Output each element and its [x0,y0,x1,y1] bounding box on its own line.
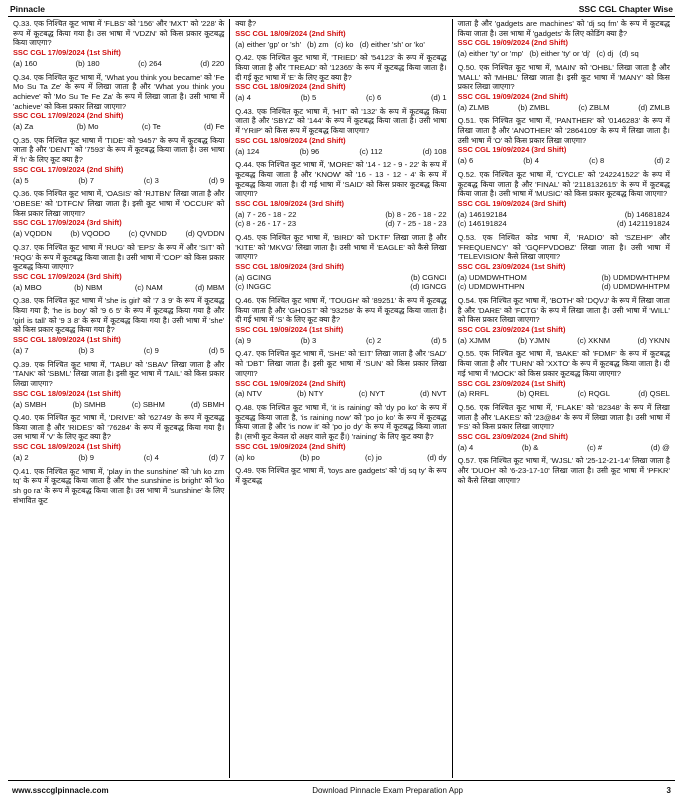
option-a[interactable]: (a) VQDDN [13,229,52,239]
question-text: Q.49. एक निश्चित कूट भाषा में, 'toys are gadgets' को 'dj sq ty' के रूप में कूटबद्ध [235,466,447,485]
question-item [458,403,670,453]
question-options [458,103,670,112]
question-source: SSC CGL 23/09/2024 (2nd Shift) [457,432,568,442]
option-b[interactable]: (b) 9 [78,453,94,463]
option-b[interactable]: (b) Mo [76,122,99,132]
question-item [458,296,670,346]
question-item [458,233,670,292]
option-d[interactable]: (d) sq [619,49,639,59]
question-text: Q.42. एक निश्चित कूट भाषा में, 'TRIED' को '54123' के रूप में कूटबद्ध किया जाता है और 'TREAD' को '12365' के रूप में कूटबद्ध किया जाता है। दी गई कूट भाषा में 'E' के लिए कूट क्या है? [235,53,447,82]
question-item [458,456,670,485]
question-source: SSC CGL 23/09/2024 (1st Shift) [457,261,566,271]
question-options [235,273,446,282]
option-d[interactable]: (d) QSEL [638,389,670,399]
option-b[interactable]: (b) 96 [299,146,320,156]
question-item [458,63,670,113]
question-item [458,349,670,399]
option-d[interactable]: (d) NVT [419,389,447,399]
question-source: SSC CGL 18/09/2024 (1st Shift) [13,388,121,398]
question-text: Q.33. एक निश्चित कूट भाषा में 'FLBS' को '156' और 'MXT' को '228' के रूप में कूटबद्ध किया गया है। उस भाषा में 'VDZN' को किस प्रकार कूटबद्ध किया जाएगा? [13,19,225,48]
option-d[interactable]: (d) either 'sh' or 'ko' [359,39,425,49]
option-a[interactable]: (a) 7 - 26 - 18 - 22 [235,209,297,219]
question-item [235,19,446,49]
option-b[interactable]: (b) NTY [297,389,324,399]
question-item [458,19,670,59]
question-text: Q.48. एक निश्चित कूट भाषा में, 'it is raining' को 'dy po ko' के रूप में कूटबद्ध किया जाता है, 'is raining now' को 'po jo ko' के रूप में कूटबद्ध किया जाता है और 'is now it' को 'po jo dy' के रूप में कूटबद्ध किया जाता है। (सभी कूट केवल दो अक्षर वाले कूट हैं।) 'raining' के लिए कूट क्या है? [235,402,447,442]
option-d[interactable]: (d) 5 [430,335,447,345]
option-d[interactable]: (d) IGNCG [410,282,447,292]
question-source: SSC CGL 17/09/2024 (2nd Shift) [13,164,124,174]
question-text: Q.34. एक निश्चित कूट भाषा में, 'What you think you became' को 'Fe Mo Su Ta Ze' के रूप में लिखा जाता है और 'What you think you achieve' को 'Mo Su Te Fe Za' के रूप में लिखा जाता है। उसी भाषा में 'achieve' को किस प्रकार लिखा जाएगा? [13,72,225,111]
option-c[interactable]: (c) 4 [143,453,159,463]
option-c[interactable]: (c) NAM [134,282,163,292]
question-item [13,73,224,132]
question-item [235,349,446,399]
option-d[interactable]: (d) 1 [430,93,447,103]
question-source: SSC CGL 18/09/2024 (1st Shift) [13,442,121,452]
question-options [13,122,224,131]
question-text: Q.46. एक निश्चित कूट भाषा में, 'TOUGH' को '89251' के रूप में कूटबद्ध किया जाता है और 'GHOST' को '93258' के रूप में कूटबद्ध किया जाता है। दी गई भाषा में 'S' के लिए कूट क्या है? [235,295,447,325]
option-a[interactable]: (a) 9 [235,335,251,345]
question-options [458,210,670,219]
option-c[interactable]: (c) Te [141,122,161,132]
option-d[interactable]: (d) UDMDWHHTPM [601,282,670,292]
question-source: SSC CGL 19/09/2024 (2nd Shift) [235,378,346,388]
option-c[interactable]: (c) QVNDD [128,229,167,239]
option-c[interactable]: (c) XKNM [577,335,611,345]
question-options [13,453,224,462]
question-options [458,336,670,345]
option-c[interactable]: (c) UDMDWHTHPN [457,282,525,292]
question-text: जाता है और 'gadgets are machines' को 'dj sq fm' के रूप में कूटबद्ध किया जाता है। उस भाषा में 'gadgets' के लिए कोडिंग क्या है? [457,19,670,38]
question-options [458,49,670,58]
question-options [13,346,224,355]
question-options [13,59,224,68]
option-d[interactable]: (d) 7 - 25 - 18 - 23 [385,219,447,229]
question-item [458,116,670,166]
question-options [458,443,670,452]
option-b[interactable]: (b) either 'ty' or 'dj' [529,49,591,59]
question-text: Q.50. एक निश्चित कूट भाषा में, 'MAIN' को 'OHBL' लिखा जाता है और 'MALL' को 'MHBL' लिखा जाता है। इसी कूट भाषा में 'MANY' को किस प्रकार लिखा जाएगा? [457,62,670,92]
question-item [13,296,224,355]
question-item [13,413,224,463]
option-c[interactable]: (c) 8 [589,156,605,166]
option-b[interactable]: (b) UDMDWHTHPM [601,272,670,282]
question-source: SSC CGL 18/09/2024 (1st Shift) [13,335,121,345]
question-text: Q.37. एक निश्चित कूट भाषा में 'RUG' को 'EPS' के रूप में और 'SIT' को 'RQG' के रूप में कूटबद्ध किया जाता है। उसी भाषा में 'COP' को किस प्रकार कूटबद्ध किया जाएगा? [13,242,225,272]
question-source: SSC CGL 18/09/2024 (3rd Shift) [235,261,345,271]
option-b[interactable]: (b) 180 [75,59,100,69]
question-text: Q.45. एक निश्चित कूट भाषा में, 'BIRD' को 'DKTF' लिखा जाता है और 'KITE' को 'MKVG' लिखा जाता है। उसी भाषा में 'EAGLE' को कैसे लिखा जाएगा? [235,232,447,262]
question-options [458,156,670,165]
option-d[interactable]: (d) SBMH [190,399,225,409]
question-item [235,53,446,103]
option-d[interactable]: (d) ZMLB [638,102,670,112]
option-a[interactable]: (a) 146192184 [457,209,507,219]
option-a[interactable]: (a) Za [13,122,34,132]
option-a[interactable]: (a) XJMM [457,335,491,345]
option-c[interactable]: (c) NYT [358,389,385,399]
question-item [235,107,446,157]
option-c[interactable]: (c) SBHM [131,399,165,409]
question-source: SSC CGL 19/09/2024 (3rd Shift) [457,145,567,155]
option-d[interactable]: (d) 108 [422,146,447,156]
option-d[interactable]: (d) Fe [204,122,225,132]
option-d[interactable]: (d) dy [427,452,447,462]
option-a[interactable]: (a) ko [235,452,255,462]
option-d[interactable]: (d) 1421191824 [616,219,670,229]
question-source: SSC CGL 17/09/2024 (3rd Shift) [13,218,122,228]
question-options [458,273,670,282]
question-text: Q.43. एक निश्चित कूट भाषा में, 'HIT' को '132' के रूप में कूटबद्ध किया जाता है और 'SBYZ' को '144' के रूप में कूटबद्ध किया जाता है। उसी भाषा में 'YRIP' को किस रूप में कूटबद्ध किया जाएगा? [235,106,447,136]
option-b[interactable]: (b) 8 - 26 - 18 - 22 [385,209,447,219]
question-options [235,336,446,345]
website-link[interactable]: www.ssccglpinnacle.com [12,786,109,795]
question-options [458,389,670,398]
option-a[interactable]: (a) ZLMB [457,102,490,112]
option-a[interactable]: (a) either 'ty' or 'mp' [457,49,524,59]
option-c[interactable]: (c) # [586,442,603,452]
question-options [235,389,446,398]
question-item [13,243,224,293]
question-source: SSC CGL 23/09/2024 (1st Shift) [457,378,566,388]
question-source: SSC CGL 19/09/2024 (2nd Shift) [235,441,346,451]
question-options [235,210,446,219]
option-a[interactable]: (a) 124 [235,146,260,156]
option-c[interactable]: (c) dj [596,49,614,59]
option-c[interactable]: (c) 8 - 26 - 17 - 23 [235,219,297,229]
option-d[interactable]: (d) 2 [654,156,670,166]
question-text: Q.36. एक निश्चित कूट भाषा में, 'OASIS' को 'RJTBN' लिखा जाता है और 'OBESE' को 'DTFCN' लिखा जाता है। इसी कूट भाषा में 'OCCUR' को किस प्रकार लिखा जाएगा? [13,189,225,218]
option-c[interactable]: (c) 6 [366,93,382,103]
option-c[interactable]: (c) 3 [143,175,159,185]
question-item [13,360,224,410]
question-text: Q.57. एक निश्चित कूट भाषा में, 'WJSL' को '25-12-21-14' लिखा जाता है और 'DUOH' को '6-23-17-10' लिखा जाता है। उसी कूट भाषा में 'PFKR' को कैसे लिखा जाएगा? [457,456,670,485]
option-b[interactable]: (b) NBM [74,282,103,292]
question-text: Q.47. एक निश्चित कूट भाषा में, 'SHE' को 'EIT' लिखा जाता है और 'SAD' को 'DBT' लिखा जाता है। इसी कूट भाषा में 'SUN' को किस प्रकार लिखा जाएगा? [235,349,447,378]
question-options [13,229,224,238]
option-b[interactable]: (b) 3 [300,335,317,345]
option-a[interactable]: (a) 7 [13,346,29,356]
question-options [235,453,446,462]
option-b[interactable]: (b) VQODO [70,229,111,239]
question-item [235,296,446,346]
question-text: Q.55. एक निश्चित कूट भाषा में, 'BAKE' को 'FDMF' के रूप में कूटबद्ध किया जाता है और 'TURN' को 'XXTO' के रूप में कूटबद्ध किया जाता है। दी गई भाषा में 'MOCK' को किस प्रकार कूटबद्ध किया जाएगा? [457,349,670,378]
column-2 [230,19,452,778]
option-a[interactable]: (a) RRFL [457,389,489,399]
question-text: Q.54. एक निश्चित कूट भाषा में, 'BOTH' को 'DQVJ' के रूप में लिखा जाता है और 'DARE' को 'FCTG' के रूप में लिखा जाता है। उसी भाषा में 'WILL' को किस प्रकार लिखा जाएगा? [457,295,670,325]
question-source: SSC CGL 17/09/2024 (1st Shift) [13,48,121,58]
question-text: Q.53. एक निश्चित कोड भाषा में, 'RADIO' को 'SZEHP' और 'FREQUENCY' को 'GQFPVDOBZ' लिखा जाता है। उसी भाषा में 'TELEVISION' कैसे लिखा जाएगा? [457,232,670,262]
option-a[interactable]: (a) 4 [457,442,474,452]
option-b[interactable]: (b) SMHB [72,399,106,409]
option-c[interactable]: (c) 2 [366,335,382,345]
page-header [8,4,675,17]
option-a[interactable]: (a) UDMDWHTHOM [457,272,527,282]
question-text: Q.40. एक निश्चित कूट भाषा में, 'DRIVE' को '62749' के रूप में कूटबद्ध किया जाता है और 'RIDES' को '76284' के रूप में कूटबद्ध किया गया है। उस भाषा में 'V' के लिए कूट क्या है? [13,413,225,442]
question-source: SSC CGL 18/09/2024 (3rd Shift) [235,198,345,208]
option-b[interactable]: (b) 4 [523,156,539,166]
question-options [13,400,224,409]
option-d[interactable]: (d) @ [650,442,670,452]
question-source: SSC CGL 23/09/2024 (1st Shift) [457,324,566,334]
question-source: SSC CGL 19/09/2024 (2nd Shift) [457,91,568,101]
option-a[interactable]: (a) NTV [235,389,262,399]
question-item [235,160,446,229]
question-text: Q.41. एक निश्चित कूट भाषा में, 'play in the sunshine' को 'uh ko zm tq' के रूप में कूटबद्ध किया जाता है और 'the sunshine is bright' को 'ko sh go ra' के रूप में कूटबद्ध किया जाता है। उस भाषा में 'sunshine' के लिए संभावित कूट [13,466,225,505]
question-item [13,19,224,69]
question-item [235,403,446,462]
book-title: SSC CGL Chapter Wise [578,4,673,14]
option-c[interactable]: (c) ZBLM [578,102,610,112]
question-source: SSC CGL 17/09/2024 (3rd Shift) [13,271,122,281]
question-source: SSC CGL 18/09/2024 (2nd Shift) [235,135,346,145]
question-item [13,467,224,506]
question-options-2 [458,282,670,291]
question-text: Q.38. एक निश्चित कूट भाषा में 'she is girl' को '7 3 9' के रूप में कूटबद्ध किया गया है; 'he is boy' को '9 6 5' के रूप में कूटबद्ध किया गया है और 'girl is tall' को '9 3 8' के रूप में कूटबद्ध किया गया है। उसी भाषा में 'she' को किस प्रकार कूटबद्ध किया गया है? [13,296,225,335]
question-source: SSC CGL 18/09/2024 (2nd Shift) [235,82,346,92]
question-options [235,147,446,156]
column-container [8,19,675,778]
question-options [235,40,446,49]
option-c[interactable]: (c) 146191824 [457,219,507,229]
option-c[interactable]: (c) ko [334,39,354,49]
option-b[interactable]: (b) 5 [300,93,317,103]
question-text: Q.44. एक निश्चित कूट भाषा में, 'MORE' को '14 - 12 - 9 - 22' के रूप में कूटबद्ध किया जाता है और 'KNOW' को '16 - 13 - 12 - 4' के रूप में कूटबद्ध किया जाता है। दी गई भाषा में 'SAID' को किस प्रकार कूटबद्ध किया जाएगा? [235,160,447,199]
option-c[interactable]: (c) 112 [359,146,383,156]
option-b[interactable]: (b) CGNCI [410,272,447,282]
brand-label: Pinnacle [10,4,45,14]
question-source: SSC CGL 19/09/2024 (1st Shift) [235,324,344,334]
option-c[interactable]: (c) RQGL [577,389,610,399]
option-a[interactable]: (a) GCING [235,272,272,282]
question-source: SSC CGL 17/09/2024 (2nd Shift) [13,111,124,121]
question-item [13,189,224,239]
option-d[interactable]: (d) YKNN [637,335,670,345]
question-item [235,233,446,292]
page-footer [8,780,675,800]
option-d[interactable]: (d) QVDDN [185,229,225,239]
question-item [458,170,670,229]
option-a[interactable]: (a) MBO [13,282,42,292]
option-b[interactable]: (b) 14681824 [624,209,670,219]
option-a[interactable]: (a) 5 [13,175,29,185]
option-c[interactable]: (c) 9 [143,346,159,356]
option-d[interactable]: (d) 7 [208,453,225,463]
question-options-2 [458,219,670,228]
option-d[interactable]: (d) 9 [208,175,225,185]
option-d[interactable]: (d) MBM [195,282,225,292]
option-a[interactable]: (a) 6 [457,156,474,166]
option-c[interactable]: (c) 264 [138,59,162,69]
question-item [235,466,446,485]
page-number: 3 [666,786,671,795]
question-text: Q.51. एक निश्चित कूट भाषा में, 'PANTHER' को '0146283' के रूप में लिखा जाता है और 'ANOTHER' को '2864109' के रूप में लिखा जाता है। उसी भाषा में 'O' को किस प्रकार लिखा जाएगा? [457,116,670,145]
question-options-2 [235,219,446,228]
question-text: Q.39. एक निश्चित कूट भाषा में, 'TABU' को 'SBAV' लिखा जाता है और 'TANK' को 'SBML' लिखा जाता है। इसी कूट भाषा में 'TAIL' को किस प्रकार लिखा जाएगा? [13,359,225,388]
option-d[interactable]: (d) 220 [200,59,225,69]
column-1 [8,19,230,778]
option-b[interactable]: (b) ZMBL [517,102,550,112]
question-options [13,176,224,185]
question-text: क्या है? [235,19,257,28]
question-options-2 [235,282,446,291]
app-download-text[interactable]: Download Pinnacle Exam Preparation App [312,786,463,795]
question-options [235,93,446,102]
option-b[interactable]: (b) & [521,442,539,452]
question-item [13,136,224,186]
option-c[interactable]: (c) INGGC [235,282,272,292]
column-3 [453,19,675,778]
question-text: Q.35. एक निश्चित कूट भाषा में 'TIDE' को '9457' के रूप में कूटबद्ध किया जाता है और 'DENT' को '7593' के रूप में कूटबद्ध किया जाता है। उस भाषा में 'h' के लिए कूट क्या है? [13,135,225,165]
question-source: SSC CGL 19/09/2024 (3rd Shift) [457,198,567,208]
question-text: Q.56. एक निश्चित कूट भाषा में, 'FLAKE' को '82348' के रूप में लिखा जाता है और 'LAKES' को '23@84' के रूप में लिखा जाता है। उसी भाषा में 'FS' को किस प्रकार लिखा जाएगा? [457,402,670,432]
option-a[interactable]: (a) 160 [13,59,38,69]
option-b[interactable]: (b) zm [307,39,329,49]
option-b[interactable]: (b) 7 [78,175,94,185]
option-b[interactable]: (b) po [299,452,320,462]
question-options [13,283,224,292]
option-c[interactable]: (c) jo [365,452,382,462]
option-a[interactable]: (a) SMBH [13,399,47,409]
option-b[interactable]: (b) YJMN [517,335,550,345]
question-source: SSC CGL 19/09/2024 (2nd Shift) [457,38,568,48]
option-a[interactable]: (a) 4 [235,93,251,103]
option-d[interactable]: (d) 5 [208,346,225,356]
question-text: Q.52. एक निश्चित कूट भाषा में, 'CYCLE' को '242241522' के रूप में कूटबद्ध किया जाता है और 'FINAL' को '2118132615' के रूप में कूटबद्ध किया जाता है। उसी भाषा में 'MUSIC' को किस प्रकार कूटबद्ध किया जाएगा? [457,169,670,199]
question-source: SSC CGL 18/09/2024 (2nd Shift) [235,28,346,38]
option-b[interactable]: (b) 3 [78,346,94,356]
option-b[interactable]: (b) QREL [517,389,550,399]
option-a[interactable]: (a) 2 [13,453,29,463]
option-a[interactable]: (a) either 'gp' or 'sh' [235,39,302,49]
